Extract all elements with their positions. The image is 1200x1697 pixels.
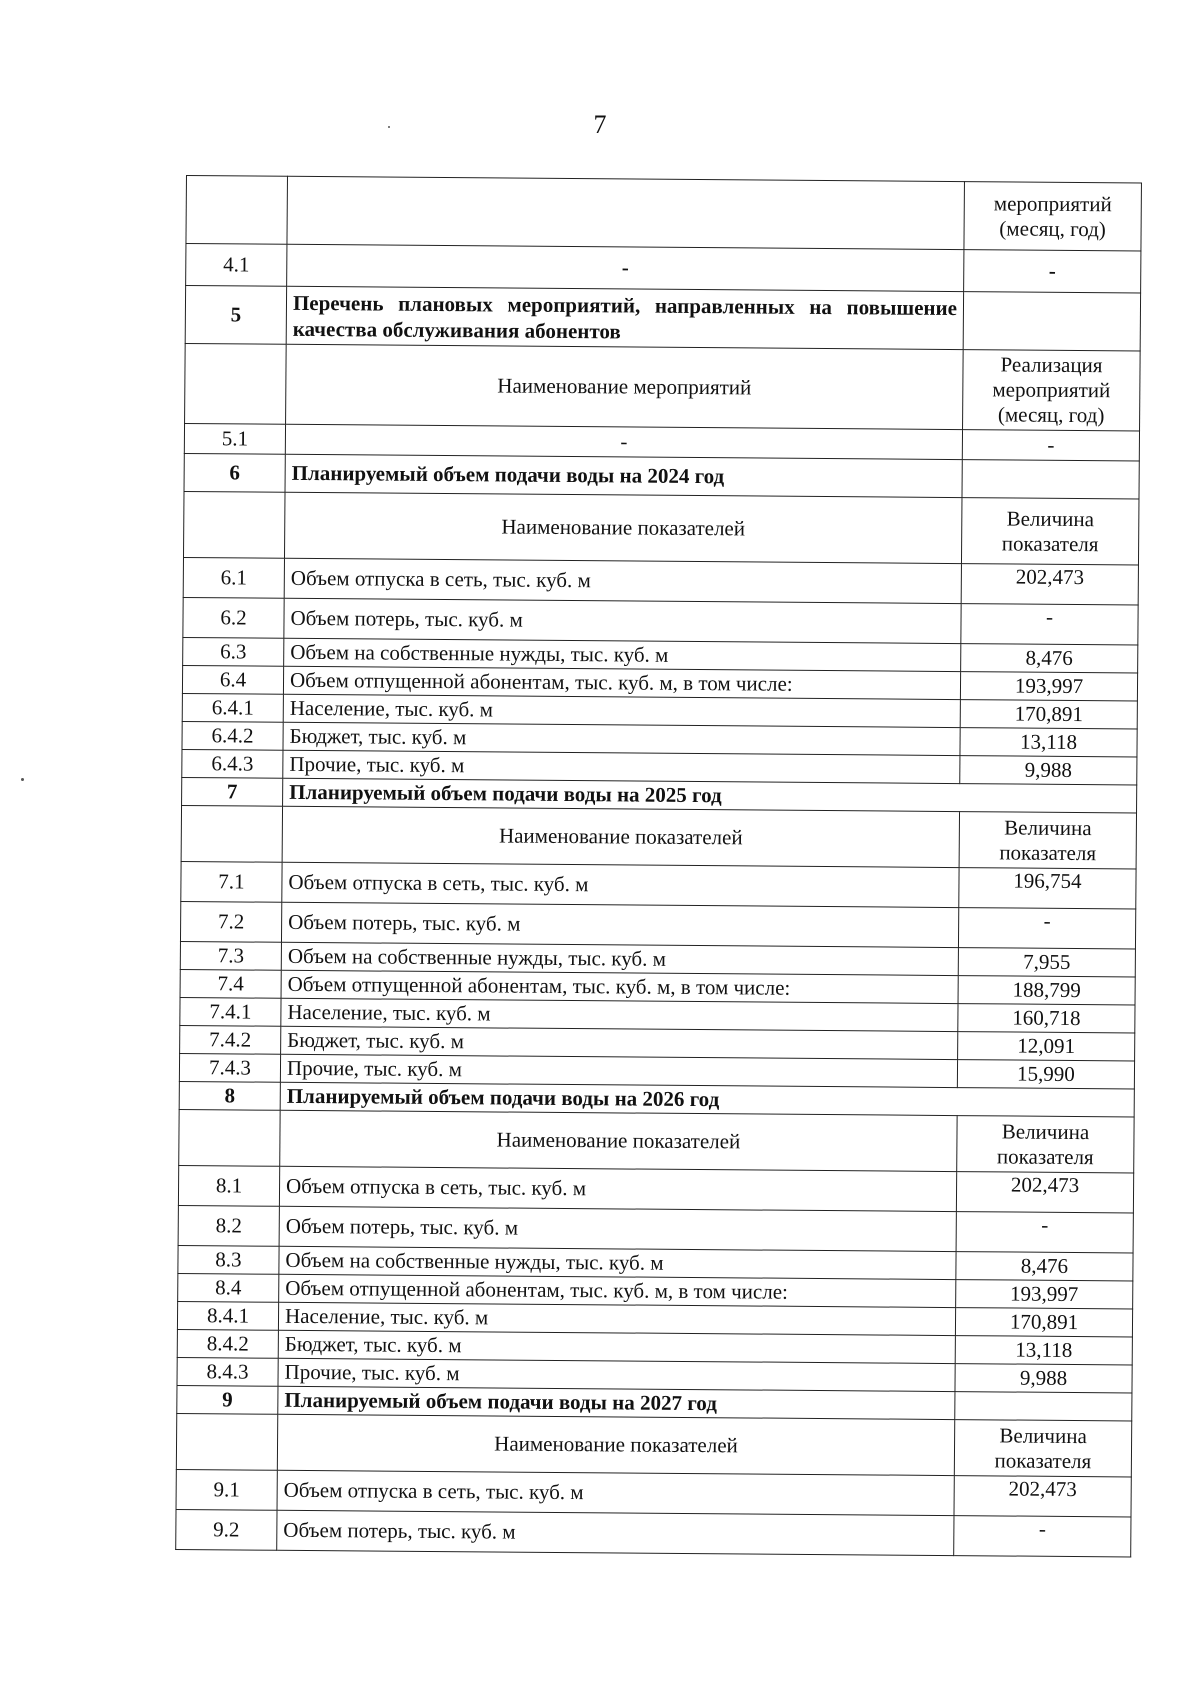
section-title: Планируемый объем подачи воды на 2027 год [278, 1386, 955, 1419]
header-line: Величина [999, 1422, 1087, 1448]
row-name: Объем на собственные нужды, тыс. куб. м [284, 638, 961, 671]
row-number: 6.4.1 [182, 693, 283, 722]
column-header-name: Наименование показателей [277, 1414, 954, 1475]
row-value: 170,891 [960, 700, 1137, 729]
row-name: Население, тыс. куб. м [281, 998, 958, 1031]
column-header-value [957, 1116, 1134, 1173]
section-row [185, 286, 1140, 351]
row-value: - [964, 250, 1141, 293]
header-line: показателя [996, 1143, 1094, 1169]
row-value: 7,955 [958, 948, 1135, 977]
column-header-row [181, 805, 1136, 868]
column-header-name: Наименование показателей [284, 492, 961, 563]
plan-table [175, 175, 1142, 1557]
header-line: Величина [1006, 505, 1095, 531]
row-value: 9,988 [955, 1364, 1132, 1393]
row-number: 9.2 [176, 1509, 277, 1550]
section-number: 5 [185, 286, 286, 345]
row-name: Бюджет, тыс. куб. м [283, 722, 960, 755]
row-value: 13,118 [955, 1336, 1132, 1365]
section-number: 9 [177, 1385, 278, 1414]
row-number: 8.3 [178, 1245, 279, 1274]
row-value: 15,990 [957, 1060, 1134, 1089]
row-value: 202,473 [956, 1172, 1133, 1213]
row-value: 202,473 [954, 1476, 1131, 1517]
row-value: 8,476 [956, 1252, 1133, 1281]
section-title: Перечень плановых мероприятий, направленных на повышение качества обслуживания абонентов [286, 286, 963, 349]
section-title: Планируемый объем подачи воды на 2025 год [283, 778, 1137, 813]
empty-cell [181, 805, 282, 862]
row-value: 8,476 [961, 644, 1138, 673]
column-header-name: Наименование показателей [280, 1110, 957, 1171]
scan-speck [21, 778, 24, 781]
section-number: 7 [182, 777, 283, 806]
row-value: 193,997 [960, 672, 1137, 701]
column-header-name: Наименование мероприятий [286, 344, 964, 429]
table-row [176, 1509, 1131, 1556]
section-title: Планируемый объем подачи воды на 2026 год [280, 1082, 1134, 1117]
row-number: 6.2 [183, 597, 284, 638]
row-value: 170,891 [955, 1308, 1132, 1337]
row-number: 7.4.2 [180, 1025, 281, 1054]
header-line: Реализация [1000, 352, 1103, 378]
column-header-realization [963, 350, 1141, 431]
column-header-value [954, 1420, 1131, 1477]
row-name: Объем отпущенной абонентам, тыс. куб. м, в том числе: [281, 970, 958, 1003]
header-line: показателя [999, 839, 1097, 865]
row-number: 7.1 [181, 861, 282, 902]
empty-cell [176, 1413, 277, 1470]
row-value: - [956, 1212, 1133, 1253]
row-value: 188,799 [958, 976, 1135, 1005]
row-number: 5.1 [184, 423, 285, 454]
header-line: мероприятий [993, 190, 1112, 216]
header-line: (месяц, год) [999, 215, 1106, 241]
row-name: - [287, 244, 964, 291]
row-name: Объем на собственные нужды, тыс. куб. м [281, 942, 958, 975]
row-value: 202,473 [961, 564, 1138, 605]
header-line: (месяц, год) [997, 402, 1105, 428]
row-name: Объем потерь, тыс. куб. м [279, 1206, 956, 1251]
row-value: 9,988 [960, 756, 1137, 785]
row-number: 8.2 [178, 1205, 279, 1246]
empty-cell [955, 1392, 1132, 1421]
section-title: Планируемый объем подачи воды на 2024 год [285, 454, 962, 497]
empty-cell [179, 1109, 280, 1166]
row-number: 6.3 [183, 637, 284, 666]
section-number: 8 [179, 1081, 280, 1110]
row-value: 196,754 [959, 868, 1136, 909]
row-number: 7.3 [180, 941, 281, 970]
row-name: Объем отпущенной абонентам, тыс. куб. м, в том числе: [279, 1274, 956, 1307]
table-row [186, 176, 1142, 251]
row-name: Население, тыс. куб. м [278, 1302, 955, 1335]
header-line: Величина [1004, 814, 1092, 840]
column-header-row [176, 1413, 1131, 1476]
empty-cell [183, 491, 285, 558]
header-line: показателя [1001, 530, 1099, 556]
row-name: Объем потерь, тыс. куб. м [277, 1510, 954, 1555]
header-line: Величина [1001, 1118, 1090, 1144]
scan-speck [388, 126, 390, 128]
row-number: 8.1 [178, 1165, 279, 1206]
row-name: Объем потерь, тыс. куб. м [284, 598, 961, 643]
empty-cell [186, 176, 288, 245]
row-name: Объем отпуска в сеть, тыс. куб. м [284, 558, 961, 603]
row-number: 9.1 [176, 1469, 277, 1510]
row-number: 4.1 [186, 244, 287, 287]
row-name: Объем отпуска в сеть, тыс. куб. м [277, 1470, 954, 1515]
row-number: 8.4 [178, 1273, 279, 1302]
row-number: 7.4.3 [179, 1053, 280, 1082]
row-number: 6.1 [183, 557, 284, 598]
row-name: Объем на собственные нужды, тыс. куб. м [279, 1246, 956, 1279]
empty-cell [962, 460, 1139, 499]
row-name: Прочие, тыс. куб. м [283, 750, 960, 783]
plan-table-wrapper [175, 175, 1141, 1557]
row-number: 6.4.3 [182, 749, 283, 778]
page-number: 7 [593, 110, 607, 139]
header-line: показателя [994, 1447, 1092, 1473]
row-name: - [285, 424, 962, 459]
row-name: Объем отпуска в сеть, тыс. куб. м [279, 1166, 956, 1211]
column-header-row [185, 343, 1141, 430]
row-name: Прочие, тыс. куб. м [278, 1358, 955, 1391]
row-number: 7.2 [180, 901, 281, 942]
row-value: - [962, 430, 1139, 461]
row-name: Объем отпуска в сеть, тыс. куб. м [282, 862, 959, 907]
row-number: 8.4.3 [177, 1357, 278, 1386]
row-number: 7.4.1 [180, 997, 281, 1026]
column-header-realization [964, 182, 1142, 251]
empty-cell [963, 292, 1140, 351]
column-header-name: Наименование показателей [282, 806, 959, 867]
row-number: 7.4 [180, 969, 281, 998]
row-number: 8.4.1 [177, 1301, 278, 1330]
section-number: 6 [184, 453, 285, 492]
row-value: 12,091 [958, 1032, 1135, 1061]
row-name: Бюджет, тыс. куб. м [278, 1330, 955, 1363]
row-name: Бюджет, тыс. куб. м [281, 1026, 958, 1059]
row-name: Объем отпущенной абонентам, тыс. куб. м, в том числе: [283, 666, 960, 699]
row-value: 160,718 [958, 1004, 1135, 1033]
row-number: 8.4.2 [177, 1329, 278, 1358]
column-header-row [183, 491, 1138, 564]
row-number: 6.4.2 [182, 721, 283, 750]
row-name: Население, тыс. куб. м [283, 694, 960, 727]
row-value: - [954, 1516, 1131, 1557]
column-header-value [961, 498, 1139, 565]
column-header-value [959, 812, 1136, 869]
row-value: 13,118 [960, 728, 1137, 757]
table-row [186, 244, 1141, 293]
row-value: - [958, 908, 1135, 949]
row-value: - [961, 604, 1138, 645]
empty-cell [185, 343, 287, 424]
column-header-row [179, 1109, 1134, 1172]
header-line: мероприятий [992, 377, 1111, 403]
row-number: 6.4 [182, 665, 283, 694]
empty-cell [287, 176, 965, 249]
row-name: Объем потерь, тыс. куб. м [281, 902, 958, 947]
row-value: 193,997 [956, 1280, 1133, 1309]
row-name: Прочие, тыс. куб. м [280, 1054, 957, 1087]
